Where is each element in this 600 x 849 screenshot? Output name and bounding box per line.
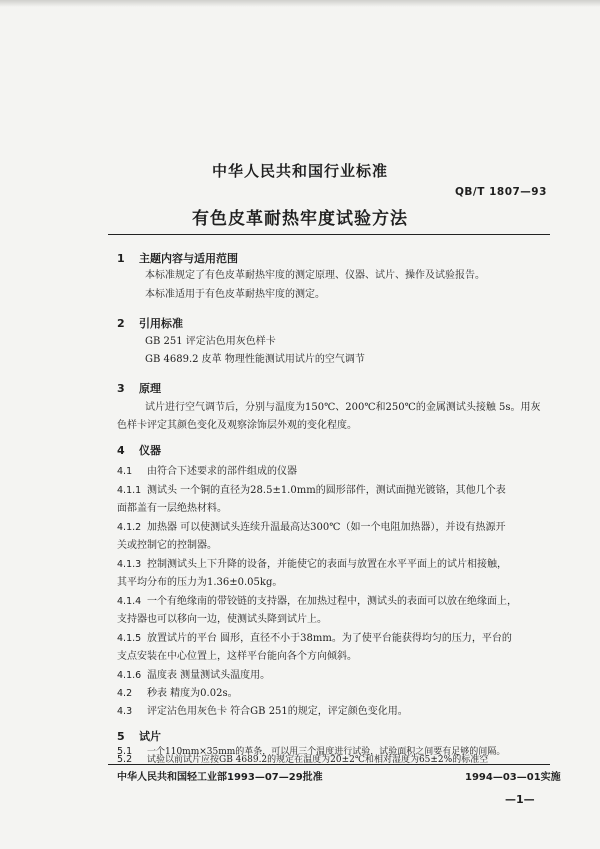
clause-4-1-1: 4.1.1 测试头 一个铜的直径为28.5±1.0mm的圆形部件，测试面抛光镀铬，其他几个表	[117, 485, 506, 496]
section-5-heading	[117, 728, 161, 744]
section-title: 仪器	[139, 444, 161, 457]
clause-4-3: 4.3 评定沾色用灰色卡 符合GB 251的规定，评定颜色变化用。	[117, 706, 408, 717]
section-number: 5	[117, 730, 125, 743]
clause-4-1-4-cont: 支持器也可以移向一边，使测试头降到试片上。	[117, 614, 327, 625]
section-2-heading	[117, 315, 183, 331]
clause-4-1-3-cont: 其平均分布的压力为1.36±0.05kg。	[117, 577, 283, 588]
clause-4-1-5: 4.1.5 放置试片的平台 圆形，直径不小于38mm。为了使平台能获得均匀的压力，平台的	[117, 633, 512, 644]
section-title: 主题内容与适用范围	[139, 252, 238, 265]
reference-gb4689: GB 4689.2 皮革 物理性能测试用试片的空气调节	[145, 354, 365, 365]
section-number: 2	[117, 317, 125, 330]
clause-5-1: 5.1 一个110mm×35mm的革条，可以用三个温度进行试验，试验面积之间要有足够的间隔。	[117, 746, 506, 757]
clause-4-1-2-cont: 关或控制它的控制器。	[117, 540, 217, 551]
section-number: 1	[117, 252, 125, 265]
document-title: 有色皮革耐热牢度试验方法	[192, 209, 408, 229]
standard-code: QB/T 1807—93	[455, 186, 547, 198]
clause-4-1-4: 4.1.4 一个有绝缘南的带铰链的支持器，在加热过程中，测试头的表面可以放在绝缘面上，	[117, 596, 517, 607]
section-3-line-1: 试片进行空气调节后，分别与温度为150℃、200℃和250℃的金属测试头接触 5s。用灰	[145, 402, 541, 413]
section-number: 3	[117, 382, 125, 395]
section-1-line-1: 本标准规定了有色皮革耐热牢度的测定原理、仪器、试片、操作及试验报告。	[145, 270, 485, 281]
clause-4-1-1-cont: 面都盖有一层绝热材料。	[117, 503, 227, 514]
section-title: 原理	[139, 382, 161, 395]
clause-4-1-3: 4.1.3 控制测试头上下升降的设备，并能使它的表面与放置在水平平面上的试片相接触，	[117, 559, 507, 570]
page-number: —1—	[505, 793, 535, 806]
section-1-heading	[117, 250, 238, 266]
section-3-heading	[117, 380, 161, 396]
approval-line: 中华人民共和国轻工业部1993—07—29批准	[117, 772, 323, 783]
section-title: 试片	[139, 730, 161, 743]
section-3-line-2: 色样卡评定其颜色变化及观察涂饰层外观的变化程度。	[117, 420, 357, 431]
implementation-date: 1994—03—01实施	[465, 772, 561, 783]
section-title: 引用标准	[139, 317, 183, 330]
clause-4-1: 4.1 由符合下述要求的部件组成的仪器	[117, 466, 297, 477]
standard-type: 中华人民共和国行业标准	[211, 162, 388, 180]
scan-edge	[0, 0, 600, 7]
clause-4-1-5-cont: 支点安装在中心位置上，这样平台能向各个方向倾斜。	[117, 651, 357, 662]
section-4-heading	[117, 442, 161, 458]
clause-4-2: 4.2 秒表 精度为0.02s。	[117, 688, 238, 699]
title-rule	[108, 234, 550, 235]
reference-gb251: GB 251 评定沾色用灰色样卡	[145, 336, 276, 347]
clause-4-1-2: 4.1.2 加热器 可以使测试头连续升温最高达300℃（如一个电阻加热器），并设有热源开	[117, 522, 506, 533]
clause-5-2: 5.2 试验以前试片应按GB 4689.2的规定在温度为20±2℃和相对湿度为65±2%的标准空	[117, 754, 489, 765]
clause-4-1-6: 4.1.6 温度表 测量测试头温度用。	[117, 670, 271, 681]
section-number: 4	[117, 444, 125, 457]
section-1-line-2: 本标准适用于有色皮革耐热牢度的测定。	[145, 289, 325, 300]
